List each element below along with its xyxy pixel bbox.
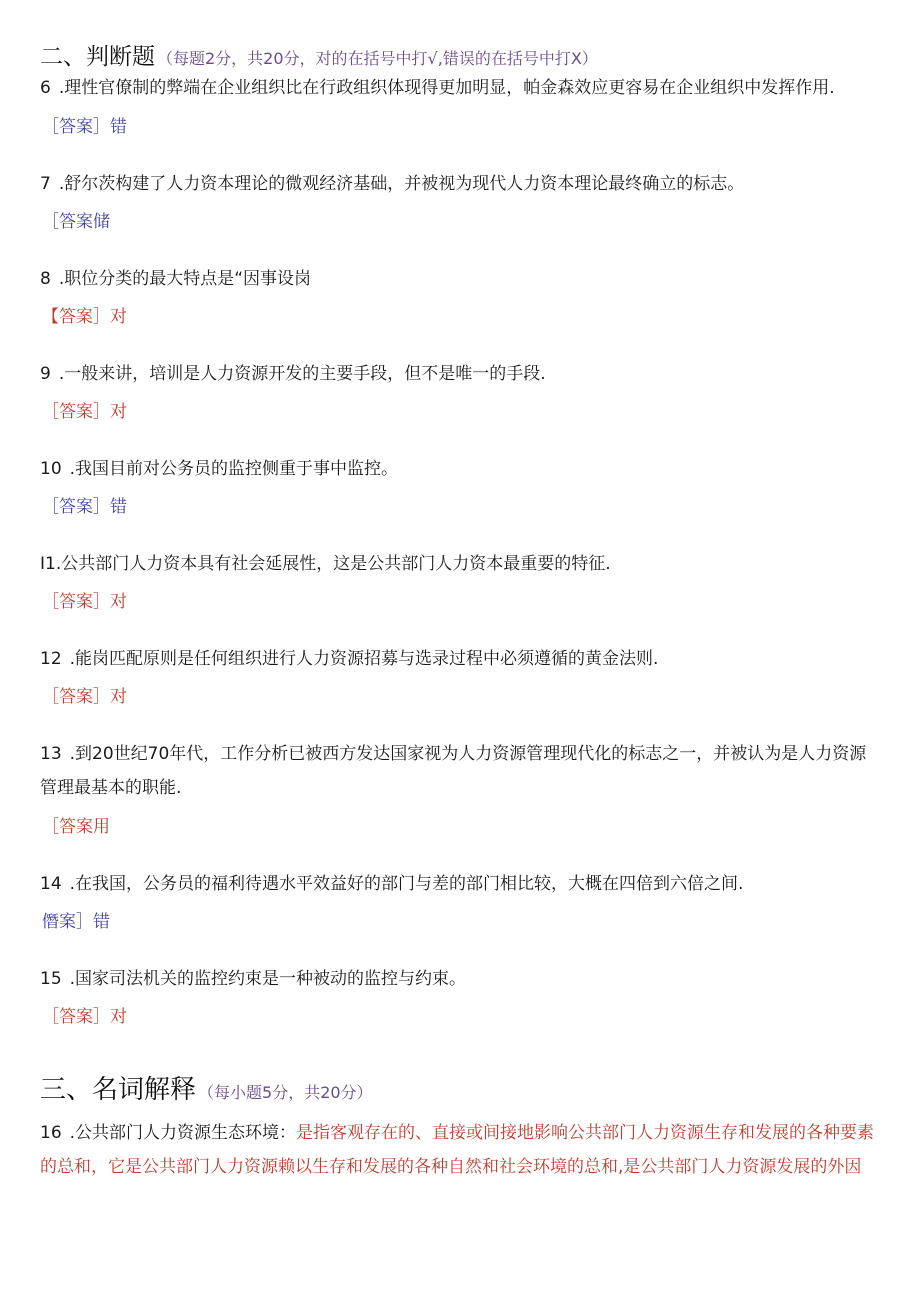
question-12 (40, 642, 658, 676)
question-6 (40, 71, 835, 105)
answer-10: ［答案］错 (42, 497, 127, 517)
answer-15: ［答案］对 (42, 1007, 127, 1027)
question-10 (40, 452, 398, 486)
question-11 (40, 547, 611, 581)
section-2-title: 二、判断题 (40, 44, 155, 70)
question-text: .能岗匹配原则是任何组织进行人力资源招募与选录过程中必须遵循的黄金法则. (69, 649, 659, 669)
question-7 (40, 167, 744, 201)
question-number: 16 (40, 1123, 62, 1143)
question-number: 12 (40, 649, 62, 669)
answer-9: ［答案］对 (42, 402, 127, 422)
question-13 (40, 737, 880, 805)
question-number: 7 (40, 174, 51, 194)
definition-16 (40, 1116, 885, 1184)
question-number: 9 (40, 364, 51, 384)
answer-7: ［答案储 (42, 212, 110, 232)
question-15 (40, 962, 466, 996)
section-2-note: （每题2分，共20分，对的在括号中打√,错误的在括号中打X） (157, 49, 598, 68)
question-text: .一般来讲，培训是人力资源开发的主要手段，但不是唯一的手段. (58, 364, 546, 384)
definition-term: .公共部门人力资源生态环境： (69, 1123, 297, 1143)
section-3-title: 三、名词解释 (40, 1075, 197, 1105)
question-number: 13 (40, 744, 62, 764)
question-number: I1 (40, 554, 56, 574)
section-3-note: （每小题5分，共20分） (198, 1083, 373, 1102)
answer-14: 僭案］错 (42, 912, 110, 932)
question-text: .到20世纪70年代，工作分析已被西方发达国家视为人力资源管理现代化的标志之一，并被认为是人力资源管理最基本的职能. (40, 744, 867, 798)
question-8 (40, 262, 311, 296)
question-number: 8 (40, 269, 51, 289)
answer-11: ［答案］对 (42, 592, 127, 612)
question-9 (40, 357, 546, 391)
question-number: 10 (40, 459, 62, 479)
question-text: .国家司法机关的监控约束是一种被动的监控与约束。 (69, 969, 467, 989)
question-text: .公共部门人力资本具有社会延展性，这是公共部门人力资本最重要的特征. (55, 554, 611, 574)
section-3-heading (40, 1069, 373, 1106)
question-number: 6 (40, 78, 51, 98)
question-text: .我国目前对公务员的监控侧重于事中监控。 (69, 459, 399, 479)
answer-12: ［答案］对 (42, 687, 127, 707)
question-number: 14 (40, 874, 62, 894)
answer-8: 【答案］对 (42, 307, 127, 327)
question-14 (40, 867, 743, 901)
question-text: .在我国，公务员的福利待遇水平效益好的部门与差的部门相比较，大概在四倍到六倍之间. (69, 874, 744, 894)
section-2-heading (40, 38, 598, 71)
answer-6: ［答案］错 (42, 117, 127, 137)
question-text: .舒尔茨构建了人力资本理论的微观经济基础，并被视为现代人力资本理论最终确立的标志。 (58, 174, 745, 194)
question-text: .职位分类的最大特点是“因事设岗 (58, 269, 312, 289)
question-text: .理性官僚制的弊端在企业组织比在行政组织体现得更加明显，帕金森效应更容易在企业组织中发挥作用. (58, 78, 835, 98)
definition-answer: 是指客观存在的、直接或间接地影响公共部门人力资源生存和发展的各种要素的总和，它是公共部门人力资源赖以生存和发展的各种自然和社会环境的总和,是公共部门人力资源发展的外因 (40, 1123, 875, 1177)
answer-13: ［答案用 (42, 817, 110, 837)
question-number: 15 (40, 969, 62, 989)
